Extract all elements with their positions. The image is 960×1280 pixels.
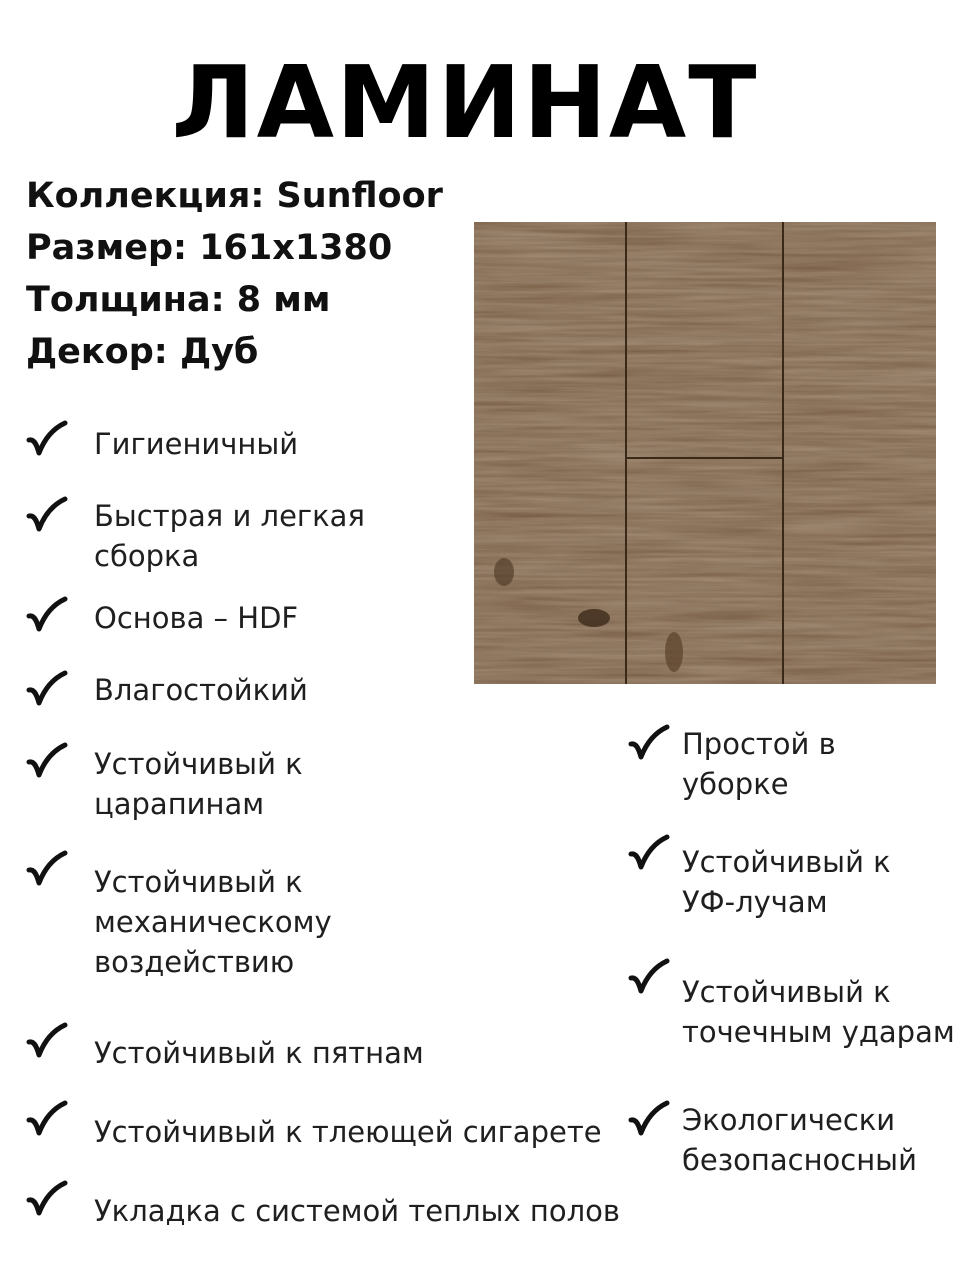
- check-mark-icon: [26, 596, 68, 638]
- feature-item: [628, 1100, 917, 1180]
- feature-item: [26, 420, 298, 464]
- check-mark-icon: [628, 724, 670, 766]
- check-mark-icon: [628, 1100, 670, 1142]
- feature-label: Устойчивый к точечным ударам: [682, 975, 955, 1049]
- feature-label: Простой в уборке: [682, 727, 836, 801]
- feature-item: [26, 670, 308, 712]
- check-mark-icon: [26, 1022, 68, 1064]
- spec-thickness: Толщина: 8 мм: [26, 280, 331, 320]
- spec-size: Размер: 161х1380: [26, 228, 393, 268]
- feature-label: Устойчивый к УФ-лучам: [682, 845, 891, 919]
- check-mark-icon: [26, 1180, 68, 1222]
- feature-item: [26, 1180, 620, 1231]
- feature-label: Экологически безопасносный: [682, 1103, 917, 1177]
- check-mark-icon: [26, 420, 68, 462]
- check-mark-icon: [26, 670, 68, 712]
- check-mark-icon: [628, 958, 670, 1000]
- feature-item: [26, 850, 332, 982]
- feature-item: [628, 958, 955, 1052]
- feature-label: Устойчивый к тлеющей сигарете: [94, 1115, 602, 1149]
- feature-item: [628, 724, 836, 804]
- feature-item: [26, 596, 298, 638]
- feature-item: [628, 834, 891, 922]
- feature-item: [26, 742, 303, 824]
- page-title: ЛАМИНАТ: [171, 44, 759, 161]
- check-mark-icon: [26, 1100, 68, 1142]
- spec-collection: Коллекция: Sunfloor: [26, 176, 443, 216]
- feature-label: Основа – HDF: [94, 601, 299, 635]
- feature-label: Укладка с системой теплых полов: [94, 1194, 620, 1228]
- feature-label: Устойчивый к механическому воздействию: [94, 865, 332, 979]
- feature-item: [26, 1100, 602, 1152]
- feature-label: Быстрая и легкая сборка: [94, 499, 365, 573]
- spec-decor: Декор: Дуб: [26, 332, 259, 372]
- feature-item: [26, 496, 365, 576]
- check-mark-icon: [26, 496, 68, 538]
- check-mark-icon: [26, 850, 68, 892]
- feature-label: Влагостойкий: [94, 673, 308, 707]
- laminate-texture-image: [474, 222, 936, 684]
- feature-label: Устойчивый к пятнам: [94, 1036, 424, 1070]
- feature-label: Гигиеничный: [94, 427, 299, 461]
- check-mark-icon: [628, 834, 670, 876]
- feature-label: Устойчивый к царапинам: [94, 747, 303, 821]
- specs-list: [26, 170, 443, 378]
- check-mark-icon: [26, 742, 68, 784]
- feature-item: [26, 1022, 424, 1073]
